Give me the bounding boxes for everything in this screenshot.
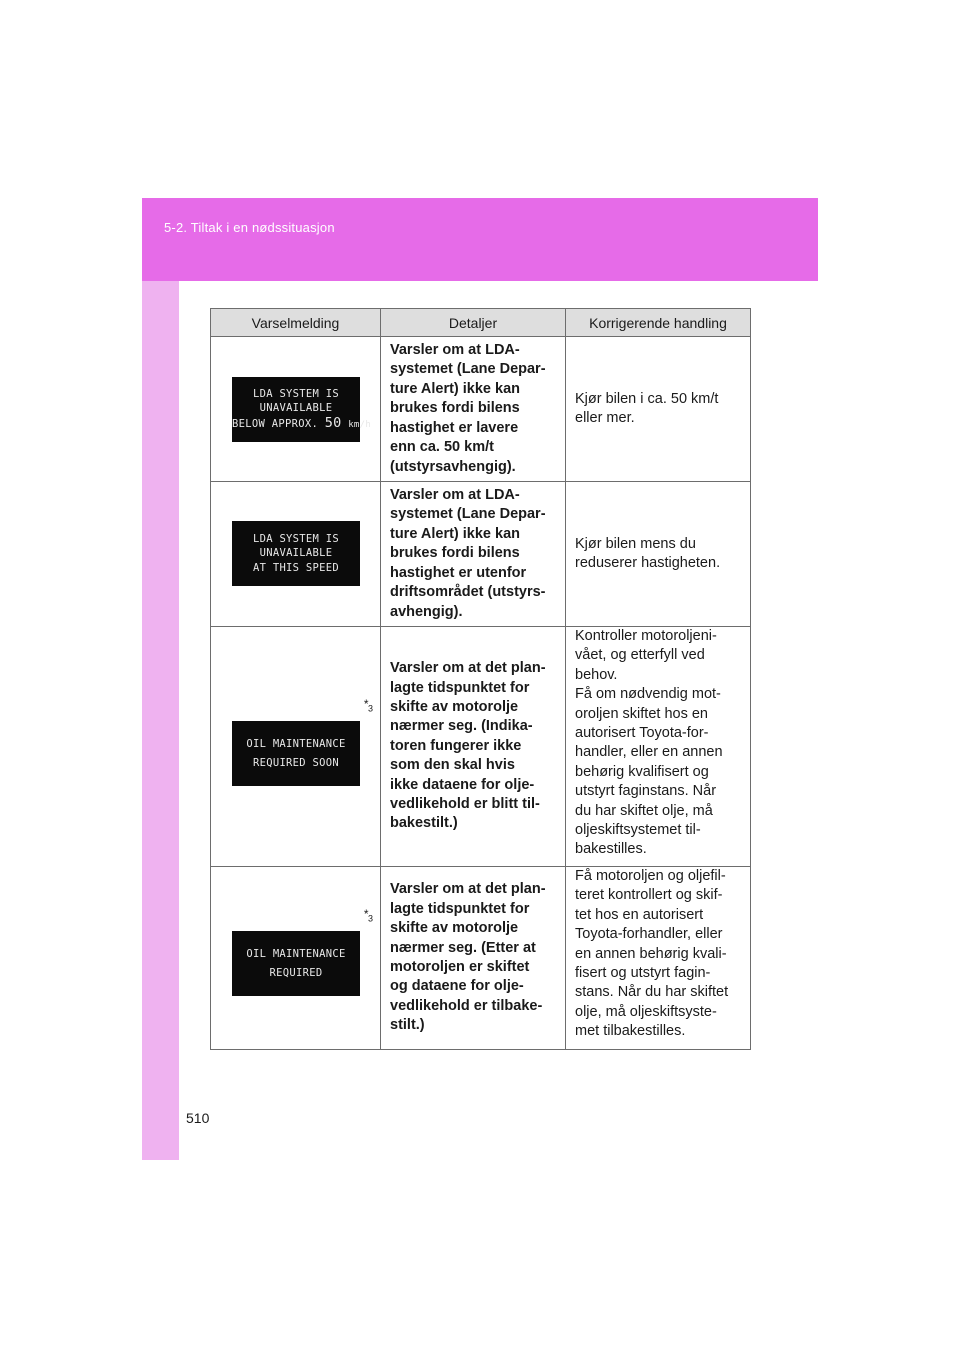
column-header-action: Korrigerende handling [566,309,751,337]
display-line: UNAVAILABLE [259,402,333,415]
action-line: stans. Når du har skiftet [575,984,729,1001]
details-line: lagte tidspunktet for [390,679,530,696]
oil-maintenance-required-display [232,931,360,996]
action-line: olje, må oljeskiftsyste- [575,1003,717,1020]
details-line: Varsler om at det plan- [390,881,546,898]
action-cell [566,337,751,482]
action-line: tet hos en autorisert [575,906,704,923]
column-header-details: Detaljer [381,309,566,337]
display-speed: 50 [324,414,342,431]
action-line: fisert og utstyrt fagin- [575,965,711,982]
action-line: du har skiftet olje, må [575,802,713,819]
details-line: hastighet er utenfor [390,564,527,581]
section-header-band [142,198,818,281]
action-cell [566,867,751,1050]
details-line: brukes fordi bilens [390,400,520,417]
details-line: nærmer seg. (Indika- [390,718,533,735]
oil-maintenance-required-soon-display [232,721,360,786]
footnote-marker [363,907,373,923]
details-line: skifte av motorolje [390,920,519,937]
action-line: Kjør bilen i ca. 50 km/t [575,390,719,407]
action-line: oroljen skiftet hos en [575,705,708,722]
action-line: oljeskiftsystemet til- [575,822,701,839]
display-line: AT THIS SPEED [252,561,340,574]
action-line: vået, og etterfyll ved [575,647,705,664]
action-line: utstyrt faginstans. Når [575,783,717,800]
section-title: 5-2. Tiltak i en nødssituasjon [164,220,335,235]
footnote-number: 3 [367,703,373,714]
action-line: eller mer. [575,410,635,426]
details-line: og dataene for olje- [390,978,524,995]
details-line: systemet (Lane Depar- [390,506,546,523]
action-line: en annen behørig kvali- [575,945,727,962]
message-cell [211,627,381,867]
details-line: stilt.) [390,1017,425,1034]
page-number: 510 [186,1110,210,1126]
details-line: som den skal hvis [390,757,515,774]
details-line: hastighet er lavere [390,419,519,436]
details-line: driftsområdet (utstyrs- [390,584,546,601]
details-line: toren fungerer ikke [390,737,522,754]
table-row [211,482,751,627]
action-line: Kontroller motoroljeni- [575,628,717,644]
message-cell [211,867,381,1050]
display-line: UNAVAILABLE [259,547,333,560]
display-line: LDA SYSTEM IS [252,532,340,545]
display-line: LDA SYSTEM IS [252,387,340,400]
action-line: Få om nødvendig mot- [575,686,721,703]
action-line: Kjør bilen mens du [575,535,696,552]
footnote-star: * [363,907,368,921]
details-line: skifte av motorolje [390,698,519,715]
display-line: OIL MAINTENANCE [246,947,346,960]
details-line: ikke dataene for olje- [390,776,535,793]
details-line: systemet (Lane Depar- [390,361,546,378]
display-line: REQUIRED SOON [252,757,340,769]
details-cell [381,627,566,867]
details-cell [381,867,566,1050]
details-line: enn ca. 50 km/t [390,439,494,456]
details-line: lagte tidspunktet for [390,900,530,917]
table-header-row [211,309,751,337]
details-line: nærmer seg. (Etter at [390,939,536,956]
display-unit: km/h [348,419,372,430]
action-line: behov. [575,666,618,683]
display-line: REQUIRED [269,967,323,979]
message-cell [211,482,381,627]
action-line: handler, eller en annen [575,744,723,761]
table-row [211,867,751,1050]
action-line: Få motoroljen og oljefil- [575,868,726,884]
table-row [211,337,751,482]
details-line: ture Alert) ikke kan [390,380,521,397]
details-cell [381,337,566,482]
details-line: Varsler om at LDA- [390,487,520,504]
display-line: OIL MAINTENANCE [246,737,346,750]
warning-table [210,308,751,1050]
action-line: autorisert Toyota-for- [575,725,709,742]
footnote-star: * [363,697,368,711]
details-cell [381,482,566,627]
lda-unavailable-below-speed-display [232,377,372,442]
action-line: bakestilles. [575,841,647,858]
details-line: Varsler om at det plan- [390,660,546,677]
details-line: (utstyrsavhengig). [390,458,516,475]
action-line: Toyota-forhandler, eller [575,926,723,943]
action-line: teret kontrollert og skif- [575,887,723,904]
side-strip [142,198,179,1160]
message-cell [211,337,381,482]
action-line: reduserer hastigheten. [575,555,721,571]
details-line: motoroljen er skiftet [390,959,530,975]
display-line: BELOW APPROX. [232,417,319,430]
details-line: bakestilt.) [390,815,458,832]
details-line: vedlikehold er tilbake- [390,997,543,1014]
details-line: avhengig). [390,603,463,620]
column-header-message: Varselmelding [211,309,381,337]
action-line: met tilbakestilles. [575,1023,686,1040]
details-line: brukes fordi bilens [390,545,520,562]
display-line-speed [232,414,372,433]
action-cell [566,627,751,867]
lda-unavailable-at-speed-display [232,521,360,586]
details-line: ture Alert) ikke kan [390,525,521,542]
footnote-marker [363,697,373,713]
details-line: Varsler om at LDA- [390,342,520,359]
footnote-number: 3 [367,913,373,924]
table-row [211,627,751,867]
action-line: behørig kvalifisert og [575,763,709,780]
action-cell [566,482,751,627]
details-line: vedlikehold er blitt til- [390,796,540,813]
